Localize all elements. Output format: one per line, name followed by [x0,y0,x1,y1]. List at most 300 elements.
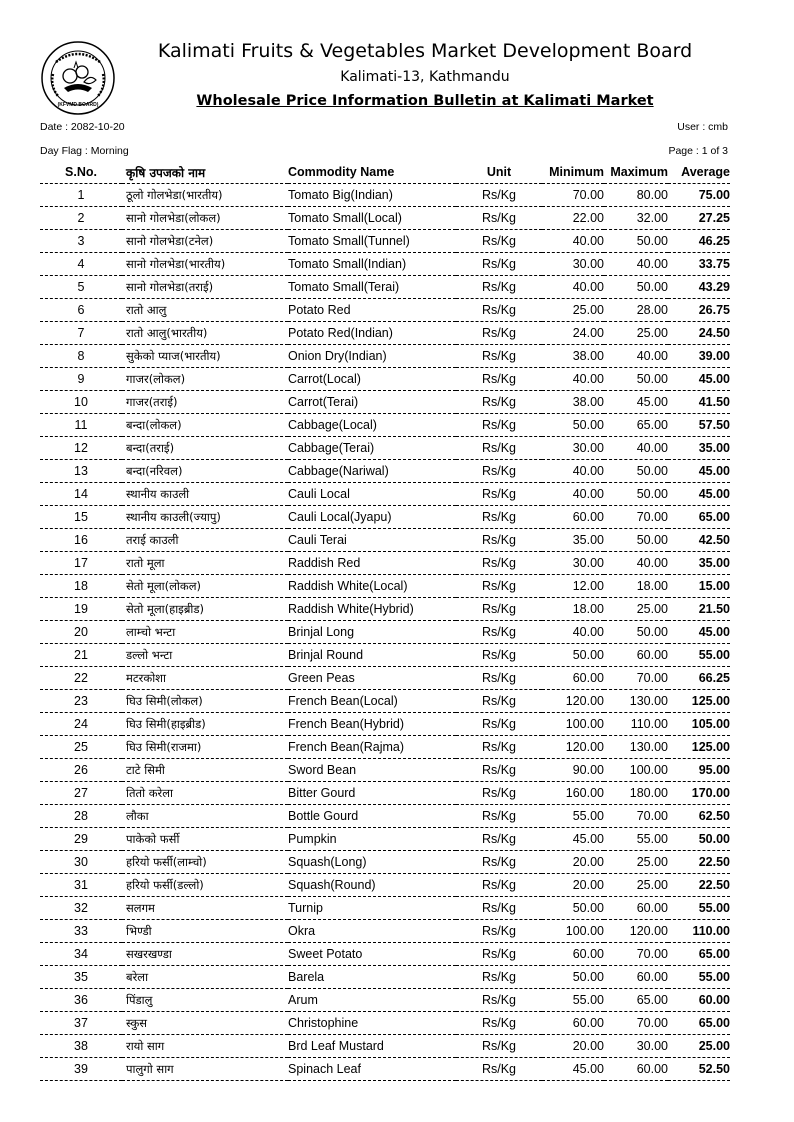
cell-commodity: Tomato Small(Local) [288,207,456,230]
cell-minimum: 55.00 [542,989,604,1012]
organization-name: Kalimati Fruits & Vegetables Market Development Board [157,40,693,62]
cell-sno: 18 [40,575,122,598]
cell-nepali-name: रातो आलु [122,299,288,322]
cell-unit: Rs/Kg [456,782,542,805]
cell-maximum: 50.00 [604,276,668,299]
table-row [40,368,730,391]
cell-nepali-name: सानो गोलभेडा(लोकल) [122,207,288,230]
cell-sno: 11 [40,414,122,437]
cell-unit: Rs/Kg [456,437,542,460]
cell-commodity: Tomato Small(Indian) [288,253,456,276]
cell-average: 105.00 [668,713,730,736]
cell-sno: 28 [40,805,122,828]
cell-commodity: Turnip [288,897,456,920]
cell-maximum: 65.00 [604,989,668,1012]
cell-unit: Rs/Kg [456,621,542,644]
cell-minimum: 70.00 [542,184,604,207]
cell-average: 35.00 [668,437,730,460]
table-row [40,966,730,989]
cell-unit: Rs/Kg [456,322,542,345]
cell-minimum: 20.00 [542,1035,604,1058]
cell-minimum: 120.00 [542,690,604,713]
cell-unit: Rs/Kg [456,391,542,414]
cell-sno: 10 [40,391,122,414]
cell-average: 66.25 [668,667,730,690]
cell-commodity: Green Peas [288,667,456,690]
cell-commodity: Spinach Leaf [288,1058,456,1081]
cell-commodity: Carrot(Local) [288,368,456,391]
cell-minimum: 20.00 [542,851,604,874]
cell-nepali-name: रातो आलु(भारतीय) [122,322,288,345]
table-row [40,391,730,414]
cell-sno: 23 [40,690,122,713]
cell-unit: Rs/Kg [456,529,542,552]
cell-minimum: 38.00 [542,391,604,414]
cell-commodity: Squash(Round) [288,874,456,897]
table-row [40,644,730,667]
cell-average: 125.00 [668,690,730,713]
kalimati-board-logo [40,40,116,116]
cell-minimum: 60.00 [542,1012,604,1035]
cell-average: 62.50 [668,805,730,828]
cell-commodity: Pumpkin [288,828,456,851]
cell-unit: Rs/Kg [456,897,542,920]
cell-sno: 26 [40,759,122,782]
cell-minimum: 24.00 [542,322,604,345]
cell-maximum: 40.00 [604,345,668,368]
cell-sno: 24 [40,713,122,736]
cell-maximum: 60.00 [604,966,668,989]
cell-commodity: Cabbage(Nariwal) [288,460,456,483]
cell-nepali-name: पालुगो साग [122,1058,288,1081]
cell-nepali-name: घिउ सिमी(हाइब्रीड) [122,713,288,736]
cell-nepali-name: बरेला [122,966,288,989]
organization-address: Kalimati-13, Kathmandu [340,69,510,85]
cell-commodity: Okra [288,920,456,943]
cell-average: 15.00 [668,575,730,598]
cell-maximum: 28.00 [604,299,668,322]
table-row [40,322,730,345]
table-row [40,805,730,828]
cell-sno: 12 [40,437,122,460]
price-table-body [40,184,730,1081]
cell-minimum: 160.00 [542,782,604,805]
cell-minimum: 50.00 [542,644,604,667]
cell-minimum: 50.00 [542,966,604,989]
cell-unit: Rs/Kg [456,253,542,276]
cell-maximum: 70.00 [604,805,668,828]
cell-sno: 7 [40,322,122,345]
cell-sno: 32 [40,897,122,920]
cell-minimum: 40.00 [542,460,604,483]
table-row [40,782,730,805]
cell-maximum: 25.00 [604,322,668,345]
report-user: User : cmb [677,121,728,133]
cell-unit: Rs/Kg [456,598,542,621]
cell-minimum: 40.00 [542,621,604,644]
cell-average: 27.25 [668,207,730,230]
cell-nepali-name: गाजर(तराई) [122,391,288,414]
table-row [40,529,730,552]
cell-nepali-name: डल्लो भन्टा [122,644,288,667]
cell-nepali-name: लौका [122,805,288,828]
cell-minimum: 40.00 [542,483,604,506]
table-row [40,759,730,782]
cell-unit: Rs/Kg [456,1012,542,1035]
cell-sno: 34 [40,943,122,966]
table-row [40,414,730,437]
cell-average: 125.00 [668,736,730,759]
cell-average: 39.00 [668,345,730,368]
cell-sno: 39 [40,1058,122,1081]
table-row [40,1035,730,1058]
cell-average: 45.00 [668,621,730,644]
cell-average: 57.50 [668,414,730,437]
cell-minimum: 30.00 [542,253,604,276]
cell-sno: 20 [40,621,122,644]
cell-sno: 25 [40,736,122,759]
table-row [40,575,730,598]
column-header-minimum: Minimum [542,161,604,184]
cell-commodity: Cauli Terai [288,529,456,552]
cell-average: 65.00 [668,506,730,529]
table-row [40,345,730,368]
cell-maximum: 70.00 [604,1012,668,1035]
cell-minimum: 60.00 [542,943,604,966]
cell-commodity: Brinjal Long [288,621,456,644]
column-header-sno: S.No. [40,161,122,184]
table-row [40,851,730,874]
cell-unit: Rs/Kg [456,805,542,828]
cell-unit: Rs/Kg [456,207,542,230]
cell-average: 33.75 [668,253,730,276]
cell-sno: 31 [40,874,122,897]
cell-nepali-name: हरियो फर्सी(डल्लो) [122,874,288,897]
cell-minimum: 50.00 [542,414,604,437]
cell-maximum: 100.00 [604,759,668,782]
cell-nepali-name: भिण्डी [122,920,288,943]
cell-commodity: Tomato Small(Terai) [288,276,456,299]
cell-commodity: Arum [288,989,456,1012]
cell-commodity: Tomato Big(Indian) [288,184,456,207]
cell-sno: 22 [40,667,122,690]
cell-average: 21.50 [668,598,730,621]
cell-unit: Rs/Kg [456,506,542,529]
cell-nepali-name: बन्दा(नरिवल) [122,460,288,483]
cell-nepali-name: टाटे सिमी [122,759,288,782]
cell-sno: 36 [40,989,122,1012]
cell-maximum: 70.00 [604,667,668,690]
cell-commodity: Raddish White(Hybrid) [288,598,456,621]
cell-nepali-name: सेतो मूला(हाइब्रीड) [122,598,288,621]
cell-average: 41.50 [668,391,730,414]
cell-nepali-name: सानो गोलभेडा(भारतीय) [122,253,288,276]
cell-average: 75.00 [668,184,730,207]
cell-commodity: Carrot(Terai) [288,391,456,414]
cell-unit: Rs/Kg [456,184,542,207]
cell-nepali-name: सखरखण्डा [122,943,288,966]
bulletin-title: Wholesale Price Information Bulletin at Kalimati Market [196,93,654,109]
table-row [40,1058,730,1081]
cell-unit: Rs/Kg [456,276,542,299]
cell-unit: Rs/Kg [456,667,542,690]
cell-minimum: 100.00 [542,713,604,736]
cell-commodity: Cauli Local [288,483,456,506]
cell-average: 55.00 [668,966,730,989]
cell-average: 52.50 [668,1058,730,1081]
cell-minimum: 40.00 [542,368,604,391]
report-date: Date : 2082-10-20 [40,121,125,133]
cell-minimum: 40.00 [542,276,604,299]
cell-maximum: 25.00 [604,598,668,621]
cell-average: 42.50 [668,529,730,552]
cell-sno: 14 [40,483,122,506]
cell-minimum: 30.00 [542,552,604,575]
cell-sno: 37 [40,1012,122,1035]
cell-average: 65.00 [668,1012,730,1035]
cell-average: 45.00 [668,368,730,391]
table-row [40,989,730,1012]
cell-maximum: 40.00 [604,552,668,575]
table-row [40,828,730,851]
table-row [40,736,730,759]
table-row [40,276,730,299]
table-row [40,621,730,644]
cell-nepali-name: मटरकोशा [122,667,288,690]
cell-unit: Rs/Kg [456,874,542,897]
cell-nepali-name: लाम्चो भन्टा [122,621,288,644]
table-row [40,437,730,460]
cell-average: 22.50 [668,851,730,874]
cell-maximum: 60.00 [604,644,668,667]
cell-sno: 35 [40,966,122,989]
cell-commodity: Onion Dry(Indian) [288,345,456,368]
cell-maximum: 50.00 [604,368,668,391]
cell-unit: Rs/Kg [456,644,542,667]
cell-nepali-name: पिंडालु [122,989,288,1012]
table-row [40,460,730,483]
cell-commodity: Raddish Red [288,552,456,575]
cell-commodity: Tomato Small(Tunnel) [288,230,456,253]
cell-unit: Rs/Kg [456,483,542,506]
table-row [40,598,730,621]
table-row [40,943,730,966]
cell-unit: Rs/Kg [456,690,542,713]
cell-nepali-name: घिउ सिमी(राजमा) [122,736,288,759]
cell-minimum: 30.00 [542,437,604,460]
cell-average: 22.50 [668,874,730,897]
cell-sno: 33 [40,920,122,943]
cell-commodity: Bottle Gourd [288,805,456,828]
cell-nepali-name: रातो मूला [122,552,288,575]
cell-average: 25.00 [668,1035,730,1058]
cell-unit: Rs/Kg [456,920,542,943]
table-header-row [40,161,730,184]
cell-minimum: 20.00 [542,874,604,897]
cell-sno: 5 [40,276,122,299]
cell-unit: Rs/Kg [456,345,542,368]
cell-minimum: 90.00 [542,759,604,782]
cell-nepali-name: गाजर(लोकल) [122,368,288,391]
cell-sno: 17 [40,552,122,575]
cell-nepali-name: सानो गोलभेडा(टनेल) [122,230,288,253]
cell-average: 170.00 [668,782,730,805]
cell-minimum: 35.00 [542,529,604,552]
cell-sno: 4 [40,253,122,276]
cell-minimum: 60.00 [542,667,604,690]
cell-sno: 30 [40,851,122,874]
cell-minimum: 12.00 [542,575,604,598]
cell-minimum: 22.00 [542,207,604,230]
cell-minimum: 55.00 [542,805,604,828]
cell-unit: Rs/Kg [456,552,542,575]
cell-sno: 13 [40,460,122,483]
table-row [40,667,730,690]
cell-maximum: 25.00 [604,851,668,874]
cell-maximum: 40.00 [604,253,668,276]
cell-maximum: 50.00 [604,529,668,552]
cell-commodity: Potato Red [288,299,456,322]
cell-minimum: 50.00 [542,897,604,920]
cell-maximum: 50.00 [604,621,668,644]
cell-sno: 3 [40,230,122,253]
table-row [40,713,730,736]
table-row [40,897,730,920]
day-flag: Day Flag : Morning [40,145,129,157]
cell-commodity: French Bean(Local) [288,690,456,713]
cell-sno: 6 [40,299,122,322]
column-header-maximum: Maximum [604,161,668,184]
cell-minimum: 25.00 [542,299,604,322]
table-row [40,690,730,713]
cell-commodity: Potato Red(Indian) [288,322,456,345]
table-row [40,1012,730,1035]
cell-maximum: 18.00 [604,575,668,598]
cell-average: 45.00 [668,460,730,483]
cell-sno: 9 [40,368,122,391]
cell-nepali-name: सानो गोलभेडा(तराई) [122,276,288,299]
cell-maximum: 32.00 [604,207,668,230]
cell-average: 35.00 [668,552,730,575]
cell-unit: Rs/Kg [456,989,542,1012]
cell-commodity: Cabbage(Local) [288,414,456,437]
cell-commodity: Sweet Potato [288,943,456,966]
cell-commodity: Barela [288,966,456,989]
cell-sno: 1 [40,184,122,207]
cell-nepali-name: बन्दा(तराई) [122,437,288,460]
cell-minimum: 120.00 [542,736,604,759]
column-header-nepali-name: कृषि उपजको नाम [122,161,288,184]
page-number: Page : 1 of 3 [668,145,728,157]
cell-average: 24.50 [668,322,730,345]
cell-nepali-name: सेतो मूला(लोकल) [122,575,288,598]
cell-unit: Rs/Kg [456,1058,542,1081]
cell-maximum: 25.00 [604,874,668,897]
cell-commodity: French Bean(Rajma) [288,736,456,759]
cell-unit: Rs/Kg [456,759,542,782]
cell-average: 65.00 [668,943,730,966]
cell-maximum: 45.00 [604,391,668,414]
table-row [40,920,730,943]
table-row [40,253,730,276]
cell-average: 46.25 [668,230,730,253]
cell-sno: 27 [40,782,122,805]
cell-maximum: 130.00 [604,736,668,759]
cell-average: 43.29 [668,276,730,299]
cell-average: 55.00 [668,644,730,667]
cell-maximum: 55.00 [604,828,668,851]
cell-sno: 15 [40,506,122,529]
cell-minimum: 60.00 [542,506,604,529]
cell-unit: Rs/Kg [456,1035,542,1058]
column-header-commodity: Commodity Name [288,161,456,184]
cell-maximum: 130.00 [604,690,668,713]
cell-maximum: 120.00 [604,920,668,943]
cell-commodity: Raddish White(Local) [288,575,456,598]
table-row [40,874,730,897]
cell-commodity: Brd Leaf Mustard [288,1035,456,1058]
cell-commodity: Squash(Long) [288,851,456,874]
cell-maximum: 50.00 [604,483,668,506]
cell-maximum: 30.00 [604,1035,668,1058]
cell-minimum: 38.00 [542,345,604,368]
cell-average: 110.00 [668,920,730,943]
cell-nepali-name: सलगम [122,897,288,920]
cell-maximum: 60.00 [604,1058,668,1081]
cell-sno: 21 [40,644,122,667]
cell-nepali-name: स्थानीय काउली [122,483,288,506]
table-row [40,299,730,322]
cell-commodity: Bitter Gourd [288,782,456,805]
cell-nepali-name: सुकेको प्याज(भारतीय) [122,345,288,368]
cell-maximum: 180.00 [604,782,668,805]
cell-maximum: 60.00 [604,897,668,920]
cell-unit: Rs/Kg [456,943,542,966]
cell-nepali-name: स्थानीय काउली(ज्यापु) [122,506,288,529]
cell-unit: Rs/Kg [456,299,542,322]
cell-unit: Rs/Kg [456,575,542,598]
table-row [40,552,730,575]
cell-unit: Rs/Kg [456,414,542,437]
cell-unit: Rs/Kg [456,851,542,874]
cell-unit: Rs/Kg [456,713,542,736]
cell-nepali-name: तराई काउली [122,529,288,552]
cell-commodity: Cabbage(Terai) [288,437,456,460]
cell-average: 26.75 [668,299,730,322]
cell-maximum: 50.00 [604,230,668,253]
cell-minimum: 45.00 [542,828,604,851]
cell-unit: Rs/Kg [456,368,542,391]
cell-minimum: 40.00 [542,230,604,253]
cell-nepali-name: स्कुस [122,1012,288,1035]
cell-nepali-name: ठूलो गोलभेडा(भारतीय) [122,184,288,207]
cell-sno: 2 [40,207,122,230]
cell-average: 60.00 [668,989,730,1012]
cell-commodity: Sword Bean [288,759,456,782]
cell-minimum: 45.00 [542,1058,604,1081]
cell-maximum: 70.00 [604,943,668,966]
column-header-average: Average [668,161,730,184]
cell-average: 95.00 [668,759,730,782]
column-header-unit: Unit [456,161,542,184]
cell-minimum: 18.00 [542,598,604,621]
cell-maximum: 70.00 [604,506,668,529]
cell-average: 55.00 [668,897,730,920]
cell-sno: 19 [40,598,122,621]
cell-average: 45.00 [668,483,730,506]
cell-nepali-name: बन्दा(लोकल) [122,414,288,437]
cell-average: 50.00 [668,828,730,851]
